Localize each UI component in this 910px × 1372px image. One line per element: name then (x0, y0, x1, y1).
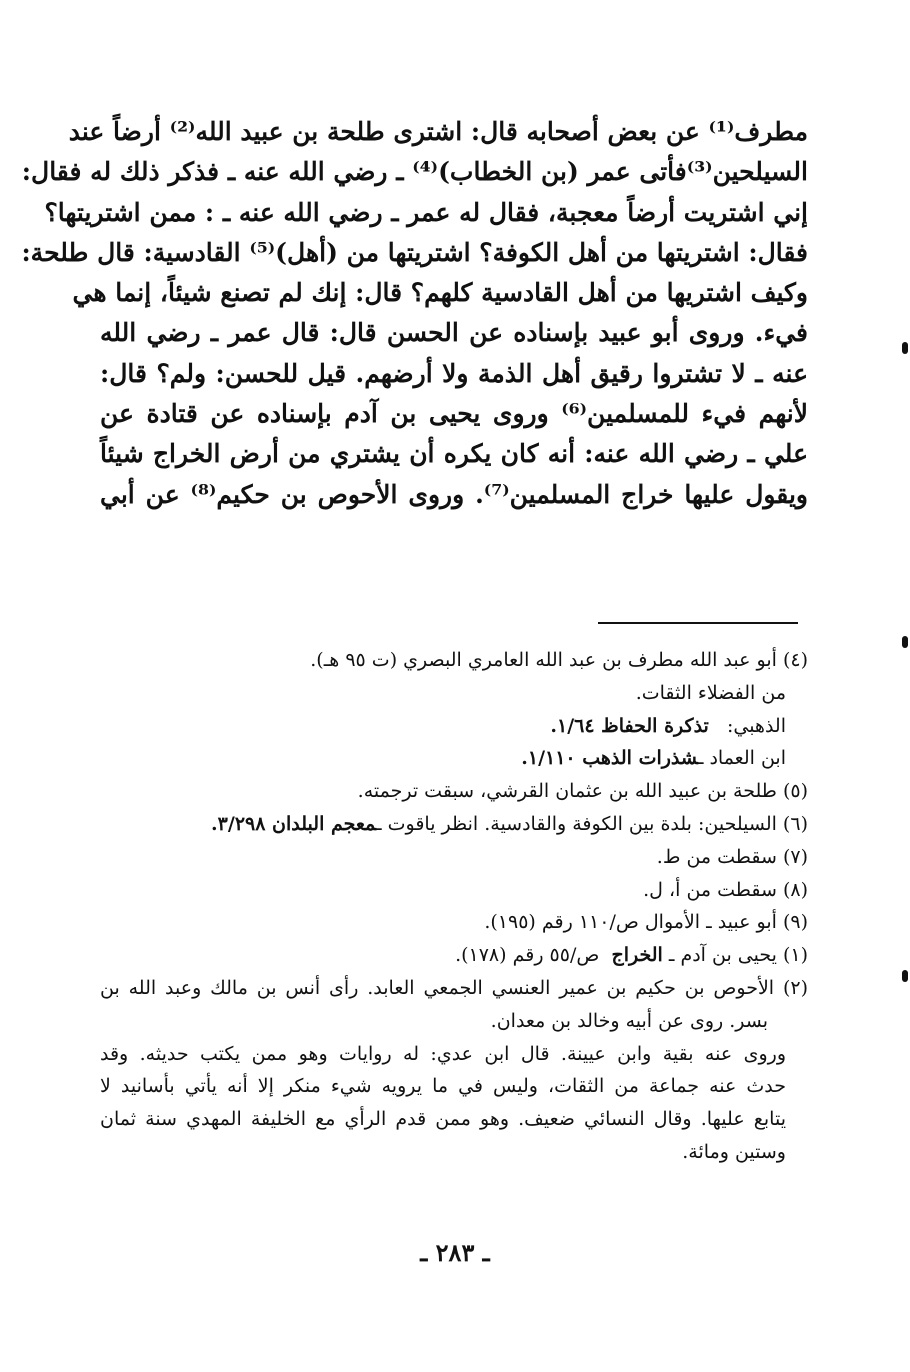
main-text-line: مطرف⁽¹⁾ عن بعض أصحابه قال: اشترى طلحة بن عبيد الله⁽²⁾ أرضاً عند (68, 117, 808, 146)
footnote-4-line: من الفضلاء الثقات. (635, 681, 786, 704)
footnote-1 (100, 939, 808, 972)
footnote-7: (٧) سقطت من ط. (656, 845, 808, 868)
footnote-9: (٩) أبو عبيد ـ الأموال ص/١١٠ رقم (١٩٥). (484, 911, 808, 934)
footnote-2-line: بسر. روى عن أبيه وخالد بن معدان. (490, 1009, 768, 1032)
footnote-2-paragraph-line: حدث عنه جماعة من الثقات، وليس في ما يرويه شيء منكر إلا أنه يأتي بأسانيد لا (100, 1075, 786, 1098)
footnote-6-text: (٦) السيلحين: بلدة بين الكوفة والقادسية. انظر ياقوت ـ (376, 812, 808, 835)
footnote-separator (598, 622, 798, 624)
main-text-line: فيء. وروى أبو عبيد بإسناده عن الحسن قال: قال عمر ـ رضي الله (100, 318, 808, 348)
main-text-line: وكيف اشتريها من أهل القادسية كلهم؟ قال: إنك لم تصنع شيئاً، إنما هي (72, 278, 808, 308)
scan-edge-mark (902, 970, 908, 982)
footnote-1-title: الخراج (611, 944, 663, 967)
footnote-4-source-ref: شذرات الذهب ١/١١٠. (521, 747, 698, 770)
main-text-line: عنه ـ لا تشتروا رقيق أهل الذمة ولا أرضهم. قيل للحسن: ولم؟ قال: (100, 358, 808, 388)
footnote-4-source-ref: تذكرة الحفاظ ١/٦٤. (550, 714, 709, 737)
footnote-2-paragraph-line: وستين ومائة. (682, 1140, 786, 1163)
main-text-line: السيلحين⁽³⁾فأتى عمر (بن الخطاب)⁽⁴⁾ ـ رضي الله عنه ـ فذكر ذلك له فقال: (21, 157, 808, 187)
main-text-line: علي ـ رضي الله عنه: أنه كان يكره أن يشتري من أرض الخراج شيئاً (100, 439, 808, 469)
footnote-6 (100, 808, 808, 841)
footnote-1-ref: ص/٥٥ رقم (١٧٨). (455, 944, 600, 967)
footnote-2-paragraph-line: يتابع عليها. وقال النسائي ضعيف. وهو ممن قدم الرأي مع الخليفة المهدي سنة ثمان (100, 1108, 786, 1131)
footnote-2-line: (٢) الأحوص بن حكيم بن عمير العنسي الجمعي العابد. رأى أنس بن مالك وعبد الله بن (100, 976, 808, 999)
footnote-2-paragraph-line: وروى عنه بقية وابن عيينة. قال ابن عدي: له روايات وهو ممن يكتب حديثه. وقد (100, 1042, 786, 1065)
footnote-4-source-label: الذهبي: (726, 714, 786, 737)
footnote-4-line: (٤) أبو عبد الله مطرف بن عبد الله العامري البصري (ت ٩٥ هـ). (310, 649, 808, 671)
scan-edge-mark (902, 342, 908, 354)
main-text-line: لأنهم فيء للمسلمين⁽⁶⁾ وروى يحيى بن آدم بإسناده عن قتادة عن (100, 399, 808, 429)
footnotes-block (100, 644, 808, 1169)
footnote-4-source (100, 742, 808, 775)
main-text-line: إني اشتريت أرضاً معجبة، فقال له عمر ـ رضي الله عنه ـ : ممن اشتريتها؟ (44, 197, 808, 227)
main-text-block (21, 112, 808, 515)
footnote-4-source (100, 710, 808, 743)
footnote-5: (٥) طلحة بن عبيد الله بن عثمان القرشي، سبقت ترجمته. (357, 780, 808, 803)
scan-edge-mark (902, 636, 908, 648)
main-text-line: ويقول عليها خراج المسلمين⁽⁷⁾. وروى الأحوص بن حكيم⁽⁸⁾ عن أبي (100, 479, 808, 509)
main-text-line: فقال: اشتريتها من أهل الكوفة؟ اشتريتها من (أهل)⁽⁵⁾ القادسية: قال طلحة: (21, 237, 808, 267)
footnote-8: (٨) سقطت من أ، ل. (643, 878, 808, 901)
footnote-6-ref: معجم البلدان ٣/٢٩٨. (211, 812, 377, 835)
footnote-4-source-label: ابن العماد ـ (697, 747, 786, 770)
page-number: ـ ٢٨٣ ـ (420, 1238, 490, 1267)
footnote-1-author: (١) يحيى بن آدم ـ (668, 944, 808, 967)
